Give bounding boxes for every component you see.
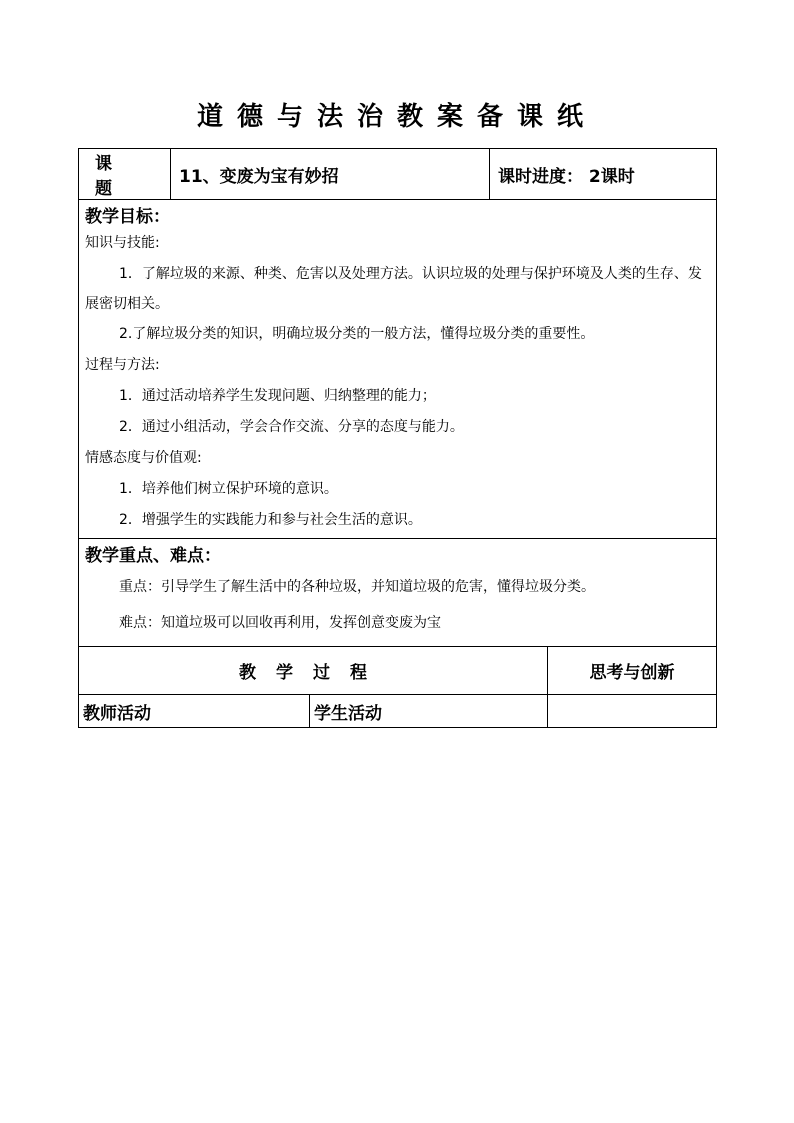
key-points-row bbox=[79, 539, 717, 647]
header-row bbox=[79, 149, 717, 200]
lesson-plan-table bbox=[78, 148, 717, 728]
page-title: 道德与法治教案备课纸 bbox=[196, 102, 597, 132]
objectives-row bbox=[79, 200, 717, 539]
student-activity-label: 学生活动 bbox=[310, 695, 548, 728]
focus-point: 重点：引导学生了解生活中的各种垃圾，并知道垃圾的危害，懂得垃圾分类。 bbox=[119, 579, 595, 595]
lesson-progress: 课时进度： 2课时 bbox=[490, 149, 717, 200]
emotion-item: 1．培养他们树立保护环境的意识。 bbox=[119, 481, 338, 497]
reflection-cell bbox=[548, 695, 717, 728]
emotion-label: 情感态度与价值观: bbox=[85, 450, 202, 466]
objectives-heading: 教学目标： bbox=[85, 207, 170, 227]
activity-row bbox=[79, 695, 717, 728]
knowledge-label: 知识与技能: bbox=[85, 235, 160, 251]
knowledge-item: 2.了解垃圾分类的知识，明确垃圾分类的一般方法，懂得垃圾分类的重要性。 bbox=[119, 326, 595, 342]
process-method-label: 过程与方法: bbox=[85, 357, 160, 373]
topic-value: 11、变废为宝有妙招 bbox=[171, 149, 490, 200]
process-method-item: 2．通过小组活动，学会合作交流、分享的态度与能力。 bbox=[119, 419, 464, 435]
process-row bbox=[79, 647, 717, 695]
teacher-activity-label: 教师活动 bbox=[79, 695, 310, 728]
emotion-item: 2．增强学生的实践能力和参与社会生活的意识。 bbox=[119, 512, 422, 528]
difficulty-point: 难点：知道垃圾可以回收再利用，发挥创意变废为宝 bbox=[119, 615, 441, 631]
topic-label: 课题 bbox=[79, 149, 171, 200]
reflection-label: 思考与创新 bbox=[548, 647, 717, 695]
process-method-item: 1．通过活动培养学生发现问题、归纳整理的能力； bbox=[119, 388, 436, 404]
knowledge-item: 1．了解垃圾的来源、种类、危害以及处理方法。认识垃圾的处理与保护环境及人类的生存、发展密切相关。 bbox=[85, 266, 702, 312]
teaching-process-label: 教学过程 bbox=[79, 647, 548, 695]
key-points-heading: 教学重点、难点： bbox=[85, 546, 221, 566]
objectives-section bbox=[79, 200, 717, 539]
key-points-section bbox=[79, 539, 717, 647]
